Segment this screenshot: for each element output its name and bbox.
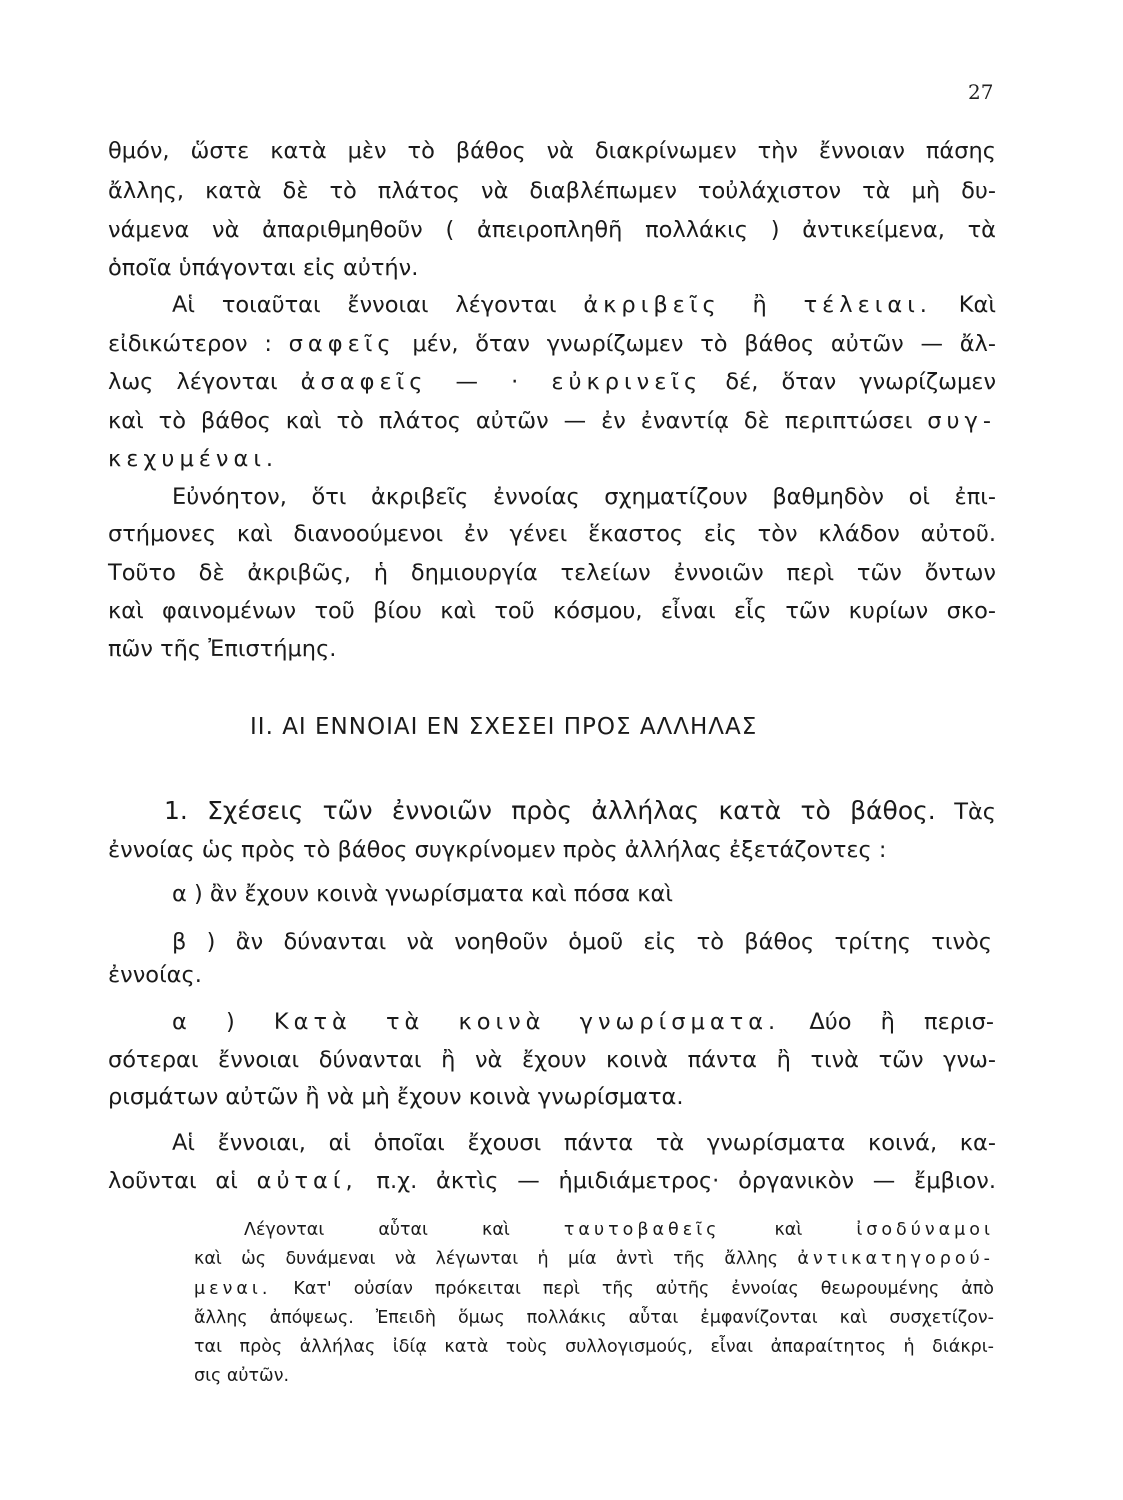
- text: δέ, ὅταν γνωρίζωμεν: [725, 369, 997, 395]
- footnote-line-3: [194, 1277, 994, 1301]
- text: Λέγονται: [244, 1220, 325, 1240]
- spaced-term: ἀκριβεῖς ἢ τέλειαι.: [583, 292, 932, 318]
- paragraph-a-line-3: ρισμάτων αὐτῶν ἢ νὰ μὴ ἔχουν κοινὰ γνωρίσματα.: [108, 1084, 684, 1110]
- spaced-term: ἰσοδύναμοι: [856, 1220, 994, 1240]
- footnote-line-1: [244, 1218, 994, 1242]
- text: Αἱ τοιαῦται ἔννοιαι λέγονται: [172, 292, 557, 318]
- text: Κατ' οὐσίαν πρόκειται περὶ τῆς αὐτῆς ἐννοίας θεωρουμένης ἀπὸ: [293, 1279, 994, 1299]
- spaced-term: ταυτοβαθεῖς: [563, 1220, 721, 1240]
- text: Τὰς: [954, 799, 997, 825]
- paragraph-a-line-2: σότεραι ἔννοιαι δύνανται ἢ νὰ ἔχουν κοινὰ πάντα ἢ τινὰ τῶν γνω-: [108, 1047, 996, 1073]
- text: λοῦνται αἱ: [108, 1168, 238, 1194]
- paragraph-2-line-5: κεχυμέναι.: [108, 446, 279, 472]
- text: π.χ. ἀκτὶς — ἡμιδιάμετρος· ὀργανικὸν — ἔμβιον.: [376, 1168, 996, 1194]
- text: καὶ τὸ βάθος καὶ τὸ πλάτος αὐτῶν — ἐν ἐναντίᾳ δὲ περιπτώσει: [108, 408, 913, 434]
- paragraph-same-line-2: [108, 1166, 996, 1196]
- paragraph-2-line-4: [108, 406, 996, 436]
- text: μέν, ὅταν γνωρίζωμεν τὸ βάθος αὐτῶν — ἄλ-: [412, 331, 996, 357]
- paragraph-1-line-2: ἄλλης, κατὰ δὲ τὸ πλάτος νὰ διαβλέπωμεν τοὐλάχιστον τὰ μὴ δυ-: [108, 178, 996, 204]
- page-number: 27: [968, 80, 994, 104]
- spaced-term: συγ-: [927, 408, 996, 434]
- paragraph-3-line-1: Εὐνόητον, ὅτι ἀκριβεῖς ἐννοίας σχηματίζουν βαθμηδὸν οἱ ἐπι-: [172, 484, 996, 510]
- text: αὗται: [378, 1220, 428, 1240]
- text: καὶ ὡς δυνάμεναι νὰ λέγωνται ἡ μία ἀντὶ τῆς ἄλλης: [194, 1249, 779, 1269]
- text: καὶ: [482, 1220, 510, 1240]
- text: καὶ: [774, 1220, 803, 1240]
- list-item-b: β ) ἂν δύνανται νὰ νοηθοῦν ὁμοῦ εἰς τὸ βάθος τρίτης τινὸς: [172, 929, 992, 955]
- paragraph-2-line-2: [108, 329, 996, 359]
- paragraph-2-line-3: [108, 367, 996, 397]
- text: Καὶ: [958, 292, 996, 318]
- text: Δύο ἢ περισ-: [809, 1009, 995, 1035]
- spaced-term: ἀσαφεῖς — · εὐκρινεῖς: [300, 369, 703, 395]
- paragraph-3-line-3: Τοῦτο δὲ ἀκριβῶς, ἡ δημιουργία τελείων ἐννοιῶν περὶ τῶν ὄντων: [108, 560, 996, 586]
- footnote-line-6: σις αὐτῶν.: [194, 1366, 290, 1386]
- list-item-b-continued: ἐννοίας.: [108, 962, 202, 988]
- section-heading: II. ΑΙ ΕΝΝΟΙΑΙ ΕΝ ΣΧΕΣΕΙ ΠΡΟΣ ΑΛΛΗΛΑΣ: [250, 714, 758, 740]
- subsection-title-line: [108, 796, 996, 827]
- spaced-term: α ) Κατὰ τὰ κοινὰ γνωρίσματα.: [172, 1009, 781, 1035]
- paragraph-2-line-1: [108, 290, 996, 320]
- footnote-line-5: ται πρὸς ἀλλήλας ἰδίᾳ κατὰ τοὺς συλλογισμούς, εἶναι ἀπαραίτητος ἡ διάκρι-: [194, 1337, 994, 1357]
- paragraph-3-line-2: στήμονες καὶ διανοούμενοι ἐν γένει ἕκαστος εἰς τὸν κλάδον αὐτοῦ.: [108, 521, 996, 547]
- spaced-term: σαφεῖς: [288, 331, 396, 357]
- spaced-term: αὐταί,: [256, 1168, 358, 1194]
- list-item-a: α ) ἂν ἔχουν κοινὰ γνωρίσματα καὶ πόσα καὶ: [172, 881, 673, 907]
- text: λως λέγονται: [108, 369, 278, 395]
- text: εἰδικώτερον :: [108, 331, 272, 357]
- paragraph-1-line-1: θμόν, ὥστε κατὰ μὲν τὸ βάθος νὰ διακρίνωμεν τὴν ἔννοιαν πάσης: [108, 138, 996, 164]
- paragraph-1-line-3: νάμενα νὰ ἀπαριθμηθοῦν ( ἀπειροπληθῆ πολλάκις ) ἀντικείμενα, τὰ: [108, 217, 996, 243]
- subsection-title: 1. Σχέσεις τῶν ἐννοιῶν πρὸς ἀλλήλας κατὰ τὸ βάθος.: [164, 796, 936, 825]
- paragraph-a-line-1: [172, 1007, 994, 1037]
- paragraph-same-line-1: Αἱ ἔννοιαι, αἱ ὁποῖαι ἔχουσι πάντα τὰ γνωρίσματα κοινά, κα-: [172, 1130, 996, 1156]
- paragraph-3-line-5: πῶν τῆς Ἐπιστήμης.: [108, 636, 337, 662]
- footnote-line-4: ἄλλης ἀπόψεως. Ἐπειδὴ ὅμως πολλάκις αὗται ἐμφανίζονται καὶ συσχετίζον-: [194, 1308, 994, 1328]
- paragraph-1-line-4: ὁποῖα ὑπάγονται εἰς αὐτήν.: [108, 255, 419, 281]
- footnote-line-2: [194, 1247, 994, 1271]
- spaced-term: μεναι.: [194, 1279, 272, 1299]
- spaced-term: ἀντικατηγορού-: [797, 1249, 994, 1269]
- paragraph-3-line-4: καὶ φαινομένων τοῦ βίου καὶ τοῦ κόσμου, εἶναι εἷς τῶν κυρίων σκο-: [108, 598, 996, 624]
- subsection-line-2: ἐννοίας ὡς πρὸς τὸ βάθος συγκρίνομεν πρὸς ἀλλήλας ἐξετάζοντες :: [108, 837, 887, 863]
